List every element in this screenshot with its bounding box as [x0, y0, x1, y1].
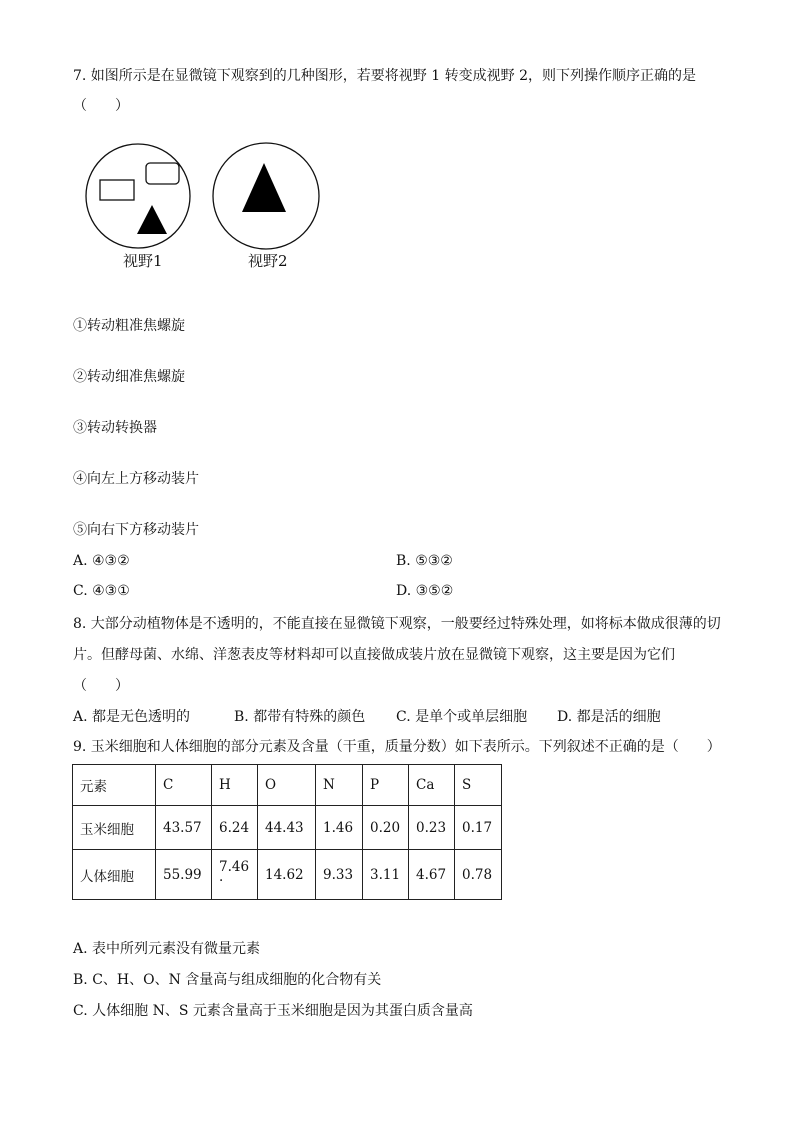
table-cell: 0.23 [409, 806, 455, 850]
q8-answer-paren: （ ） [73, 678, 129, 694]
table-cell: 44.43 [258, 806, 316, 850]
stacked-value [219, 860, 249, 888]
q8-option-c: C. 是单个或单层细胞 [396, 709, 528, 725]
table-cell: 0.20 [363, 806, 409, 850]
table-cell: 玉米细胞 [73, 806, 156, 850]
table-header-cell: N [316, 765, 363, 806]
q8-option-b: B. 都带有特殊的颜色 [234, 709, 366, 725]
table-header-cell: 元素 [73, 765, 156, 806]
q7-step-4: ④向左上方移动装片 [73, 471, 199, 487]
q8-option-d: D. 都是活的细胞 [557, 709, 661, 725]
q7-step-3: ③转动转换器 [73, 420, 157, 436]
q9-option-c: C. 人体细胞 N、S 元素含量高于玉米细胞是因为其蛋白质含量高 [73, 1003, 473, 1019]
q7-option-d: D. ③⑤② [396, 583, 454, 599]
q7-option-a: A. ④③② [73, 553, 130, 569]
table-cell: 4.67 [409, 850, 455, 900]
table-cell: 3.11 [363, 850, 409, 900]
q9-option-a: A. 表中所列元素没有微量元素 [73, 941, 261, 957]
table-header-cell: S [455, 765, 502, 806]
table-header-cell: O [258, 765, 316, 806]
table-cell: 43.57 [156, 806, 212, 850]
q7-option-c: C. ④③① [73, 583, 130, 599]
table-header-row [73, 765, 502, 806]
q7-step-1: ①转动粗准焦螺旋 [73, 318, 185, 334]
table-header-cell: Ca [409, 765, 455, 806]
table-header-cell: P [363, 765, 409, 806]
table-cell: 9.33 [316, 850, 363, 900]
table-cell: 1.46 [316, 806, 363, 850]
table-header-cell: H [212, 765, 258, 806]
q9-stem: 9. 玉米细胞和人体细胞的部分元素及含量（干重，质量分数）如下表所示。下列叙述不正确的是（ ） [73, 739, 721, 755]
q7-step-5: ⑤向右下方移动装片 [73, 522, 199, 538]
table-cell: 6.24 [212, 806, 258, 850]
q9-option-b: B. C、H、O、N 含量高与组成细胞的化合物有关 [73, 972, 382, 988]
table-cell [212, 850, 258, 900]
field-2-label: 视野2 [248, 252, 288, 270]
q7-option-b: B. ⑤③② [396, 553, 453, 569]
table-row-maize [73, 806, 502, 850]
q7-answer-paren: （ ） [73, 98, 129, 114]
table-header-cell: C [156, 765, 212, 806]
q8-option-a: A. 都是无色透明的 [73, 709, 191, 725]
field-1-triangle [137, 205, 167, 234]
q7-step-2: ②转动细准焦螺旋 [73, 369, 185, 385]
field-2-triangle [242, 163, 286, 212]
table-cell: 14.62 [258, 850, 316, 900]
q8-stem-line-2: 片。但酵母菌、水绵、洋葱表皮等材料却可以直接做成装片放在显微镜下观察，这主要是因为它们 [73, 647, 675, 663]
table-cell-mark: · [219, 873, 224, 889]
table-cell: 55.99 [156, 850, 212, 900]
table-cell: 0.78 [455, 850, 502, 900]
microscope-field-figure [85, 140, 325, 275]
q7-stem: 7. 如图所示是在显微镜下观察到的几种图形，若要将视野 1 转变成视野 2，则下列操作顺序正确的是 [73, 68, 696, 84]
field-1-rectangle-right [146, 163, 179, 184]
table-cell: 人体细胞 [73, 850, 156, 900]
field-1-label: 视野1 [123, 252, 163, 270]
table-cell: 0.17 [455, 806, 502, 850]
table-cell-value: 7.46 [219, 859, 250, 875]
q8-stem-line-1: 8. 大部分动植物体是不透明的，不能直接在显微镜下观察，一般要经过特殊处理，如将标本做成很薄的切 [73, 616, 721, 632]
field-1-rectangle-left [100, 180, 134, 200]
element-content-table [72, 764, 502, 900]
table-row-human [73, 850, 502, 900]
